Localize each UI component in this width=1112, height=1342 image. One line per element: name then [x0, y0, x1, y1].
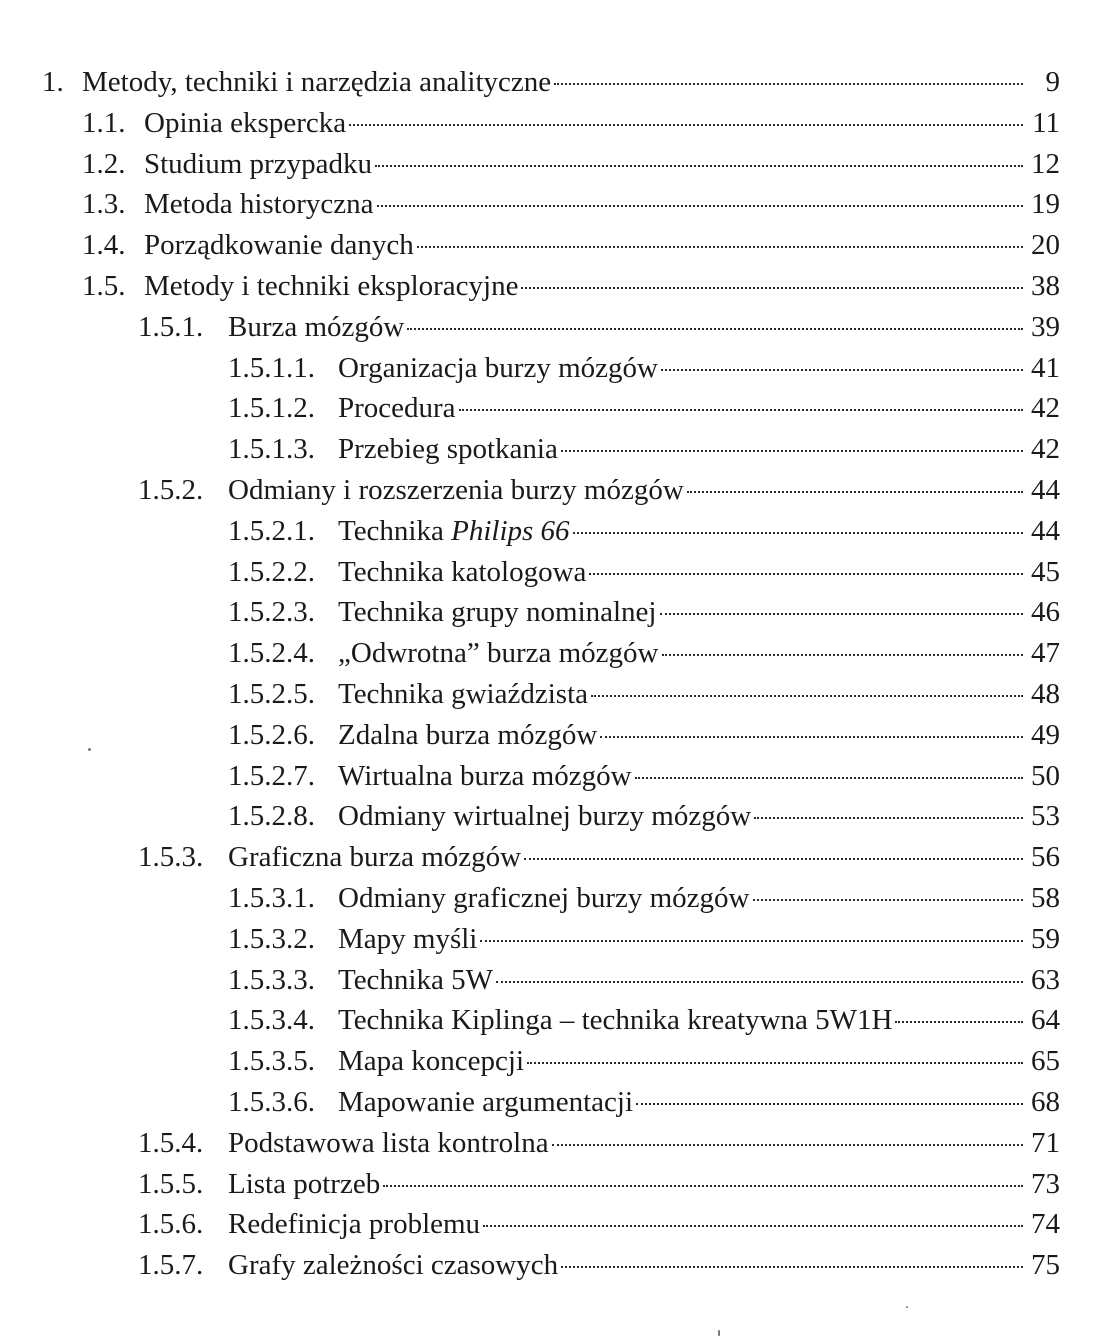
toc-entry-title-text: Technika katologowa — [338, 556, 587, 588]
toc-entry-title-text: Wirtualna burza mózgów — [338, 760, 632, 792]
toc-entry-line — [338, 960, 1060, 1000]
toc-entry-number: 1.5.3.6. — [228, 1086, 315, 1118]
toc-entry-line — [228, 470, 1060, 510]
dot-leader — [591, 695, 1023, 697]
toc-entry-number: 1.5.7. — [138, 1249, 204, 1281]
toc-entry-title — [144, 103, 346, 143]
toc-entry-number: 1.5.3. — [138, 841, 204, 873]
toc-entry — [0, 756, 1112, 797]
toc-entry-line — [228, 1204, 1060, 1244]
toc-entry-number: 1. — [42, 66, 64, 98]
toc-entry-page-number: 20 — [1031, 229, 1060, 261]
toc-entry-title-text: Zdalna burza mózgów — [338, 719, 598, 751]
toc-entry-page-number: 39 — [1031, 311, 1060, 343]
toc-entry-line — [338, 1082, 1060, 1122]
toc-entry-page-number: 53 — [1031, 800, 1060, 832]
dot-leader — [459, 409, 1023, 411]
toc-entry-number: 1.5.2.2. — [228, 556, 315, 588]
toc-entry-line — [338, 633, 1060, 673]
dot-leader — [573, 532, 1023, 534]
dot-leader — [661, 369, 1023, 371]
toc-entry-page-number: 44 — [1031, 515, 1060, 547]
toc-entry-title — [338, 756, 632, 796]
toc-entry-title-text: Technika — [338, 515, 452, 547]
toc-entry — [0, 960, 1112, 1001]
toc-entry-number: 1.1. — [82, 107, 126, 139]
toc-entry-line — [338, 1041, 1060, 1081]
toc-entry — [0, 552, 1112, 593]
toc-entry — [0, 1041, 1112, 1082]
toc-entry-page-number: 11 — [1032, 107, 1060, 139]
dot-leader — [895, 1021, 1023, 1023]
dot-leader — [383, 1185, 1023, 1187]
toc-entry-line — [82, 62, 1060, 102]
toc-entry-title — [228, 470, 684, 510]
toc-entry-title — [338, 1000, 892, 1040]
toc-entry-number: 1.5.2.7. — [228, 760, 315, 792]
toc-entry-title-text: Przebieg spotkania — [338, 433, 558, 465]
toc-entry-page-number: 75 — [1031, 1249, 1060, 1281]
toc-entry-title — [338, 919, 477, 959]
toc-entry-number: 1.5.6. — [138, 1208, 204, 1240]
dot-leader — [635, 777, 1023, 779]
dot-leader — [417, 246, 1023, 248]
toc-entry — [0, 1204, 1112, 1245]
toc-entry — [0, 62, 1112, 103]
dot-leader — [660, 613, 1024, 615]
toc-entry — [0, 715, 1112, 756]
toc-entry — [0, 348, 1112, 389]
toc-entry-title-text: Redefinicja problemu — [228, 1208, 481, 1240]
dot-leader — [589, 573, 1023, 575]
toc-entry-page-number: 49 — [1031, 719, 1060, 751]
dot-leader — [377, 205, 1023, 207]
toc-entry — [0, 144, 1112, 185]
toc-entry-page-number: 45 — [1031, 556, 1060, 588]
toc-entry-title-text: Studium przypadku — [144, 148, 372, 180]
toc-entry-title — [144, 266, 518, 306]
toc-entry-page-number: 9 — [1045, 66, 1060, 98]
toc-entry-page-number: 42 — [1031, 392, 1060, 424]
toc-entry-number: 1.5.3.5. — [228, 1045, 315, 1077]
toc-entry-page-number: 68 — [1031, 1086, 1060, 1118]
toc-entry-title-text: Mapowanie argumentacji — [338, 1086, 633, 1118]
toc-entry-title — [338, 1082, 633, 1122]
toc-entry-line — [338, 388, 1060, 428]
toc-entry — [0, 266, 1112, 307]
toc-entry-title — [338, 552, 586, 592]
dot-leader — [524, 858, 1023, 860]
toc-entry-number: 1.4. — [82, 229, 126, 261]
toc-entry-number: 1.5.1.1. — [228, 352, 315, 384]
toc-entry-title-text: Mapa koncepcji — [338, 1045, 525, 1077]
toc-entry-title-text: Mapy myśli — [338, 923, 478, 955]
toc-entry — [0, 511, 1112, 552]
toc-entry — [0, 1123, 1112, 1164]
toc-entry-title-text: Odmiany wirtualnej burzy mózgów — [338, 800, 752, 832]
dot-leader — [636, 1103, 1023, 1105]
toc-entry-number: 1.5.5. — [138, 1168, 204, 1200]
toc-entry-line — [338, 592, 1060, 632]
toc-entry-line — [144, 225, 1060, 265]
toc-entry-title — [338, 348, 658, 388]
toc-entry-page-number: 41 — [1031, 352, 1060, 384]
scan-speck — [906, 1306, 908, 1308]
toc-entry — [0, 184, 1112, 225]
toc-entry-number: 1.5.3.1. — [228, 882, 315, 914]
toc-entry-number: 1.5.2.5. — [228, 678, 315, 710]
toc-entry-title — [228, 1204, 480, 1244]
toc-entry-title-text: Graficzna burza mózgów — [228, 841, 522, 873]
toc-entry-title-text: Procedura — [338, 392, 456, 424]
toc-entry-number: 1.5. — [82, 270, 126, 302]
toc-entry-title-text: Opinia ekspercka — [144, 107, 347, 139]
toc-entry-title — [228, 1245, 558, 1285]
toc-entry — [0, 592, 1112, 633]
dot-leader — [349, 124, 1023, 126]
toc-entry-title-text: Burza mózgów — [228, 311, 405, 343]
dot-leader — [754, 817, 1023, 819]
toc-entry — [0, 919, 1112, 960]
toc-entry-title — [338, 592, 657, 632]
toc-entry-line — [338, 756, 1060, 796]
toc-entry — [0, 470, 1112, 511]
dot-leader — [662, 654, 1024, 656]
toc-entry-line — [338, 511, 1060, 551]
dot-leader — [554, 83, 1023, 85]
toc-entry-title — [228, 307, 404, 347]
toc-entry-line — [338, 878, 1060, 918]
toc-entry-line — [144, 144, 1060, 184]
toc-entry-title-text: Technika gwiaździsta — [338, 678, 588, 710]
toc-entry — [0, 633, 1112, 674]
dot-leader — [483, 1225, 1023, 1227]
toc-entry-number: 1.5.2.1. — [228, 515, 315, 547]
toc-entry-title — [338, 960, 493, 1000]
toc-entry-title — [144, 184, 374, 224]
toc-entry-page-number: 71 — [1031, 1127, 1060, 1159]
toc-entry-page-number: 12 — [1031, 148, 1060, 180]
toc-entry — [0, 429, 1112, 470]
toc-entry-page-number: 38 — [1031, 270, 1060, 302]
toc-entry — [0, 796, 1112, 837]
toc-entry-title-text: Odmiany i rozszerzenia burzy mózgów — [228, 474, 684, 506]
toc-entry-line — [338, 674, 1060, 714]
toc-entry-page-number: 56 — [1031, 841, 1060, 873]
toc-entry-title-text: „Odwrotna” burza mózgów — [338, 637, 659, 669]
dot-leader — [496, 981, 1023, 983]
toc-entry-page-number: 19 — [1031, 188, 1060, 220]
toc-entry-line — [338, 715, 1060, 755]
toc-entry-number: 1.5.3.2. — [228, 923, 315, 955]
dot-leader — [687, 491, 1023, 493]
toc-entry-title — [338, 633, 659, 673]
toc-entry-page-number: 59 — [1031, 923, 1060, 955]
toc-entry-page-number: 65 — [1031, 1045, 1060, 1077]
toc-entry-page-number: 63 — [1031, 964, 1060, 996]
dot-leader — [527, 1062, 1023, 1064]
toc-entry-page-number: 74 — [1031, 1208, 1060, 1240]
toc-entry-number: 1.5.1. — [138, 311, 204, 343]
toc-entry-title — [144, 144, 372, 184]
toc-entry-title — [228, 1123, 549, 1163]
toc-entry-number: 1.3. — [82, 188, 126, 220]
toc-entry-line — [338, 796, 1060, 836]
dot-leader — [561, 1266, 1023, 1268]
toc-entry — [0, 1082, 1112, 1123]
toc-entry-title — [228, 837, 521, 877]
toc-entry-title — [338, 715, 597, 755]
toc-entry-title — [338, 511, 570, 551]
toc-entry-title — [338, 878, 750, 918]
toc-entry-line — [144, 103, 1060, 143]
toc-entry-number: 1.5.2.4. — [228, 637, 315, 669]
toc-entry-title-text: Porządkowanie danych — [144, 229, 414, 261]
toc-entry-page-number: 46 — [1031, 596, 1060, 628]
toc-entry-number: 1.5.3.3. — [228, 964, 315, 996]
toc-entry — [0, 674, 1112, 715]
toc-entry-number: 1.5.2.3. — [228, 596, 315, 628]
toc-entry-line — [338, 429, 1060, 469]
toc-entry-line — [228, 837, 1060, 877]
toc-entry-page-number: 44 — [1031, 474, 1060, 506]
toc-entry-line — [338, 348, 1060, 388]
toc-entry-title — [338, 674, 588, 714]
toc-entry-page-number: 42 — [1031, 433, 1060, 465]
toc-entry-number: 1.5.2.6. — [228, 719, 315, 751]
toc-entry-line — [228, 1245, 1060, 1285]
toc-entry-title-text: Technika 5W — [338, 964, 493, 996]
toc-entry-title-italic: Philips 66 — [451, 515, 570, 547]
toc-entry-line — [228, 1123, 1060, 1163]
toc-entry-line — [228, 307, 1060, 347]
toc-entry-line — [338, 1000, 1060, 1040]
toc-entry-number: 1.2. — [82, 148, 126, 180]
toc-entry-title — [228, 1164, 380, 1204]
toc-entry-page-number: 48 — [1031, 678, 1060, 710]
toc-entry-title-text: Odmiany graficznej burzy mózgów — [338, 882, 750, 914]
toc-entry-title-text: Metody, techniki i narzędzia analityczne — [82, 66, 552, 98]
toc-entry-line — [338, 919, 1060, 959]
scan-speck — [718, 1330, 720, 1336]
scan-speck — [88, 748, 91, 751]
toc-entry — [0, 1245, 1112, 1286]
toc-entry-number: 1.5.3.4. — [228, 1004, 315, 1036]
toc-entry-number: 1.5.2. — [138, 474, 204, 506]
toc-entry-line — [144, 184, 1060, 224]
toc-entry-page-number: 47 — [1031, 637, 1060, 669]
toc-entry — [0, 1164, 1112, 1205]
dot-leader — [407, 328, 1023, 330]
toc-entry-title — [82, 62, 551, 102]
toc-entry-title-text: Organizacja burzy mózgów — [338, 352, 658, 384]
toc-entry-line — [338, 552, 1060, 592]
toc-entry-line — [144, 266, 1060, 306]
toc-entry-number: 1.5.4. — [138, 1127, 204, 1159]
toc-entry — [0, 388, 1112, 429]
dot-leader — [375, 165, 1023, 167]
toc-entry-title-text: Technika grupy nominalnej — [338, 596, 657, 628]
toc-entry-title-text: Grafy zależności czasowych — [228, 1249, 559, 1281]
toc-entry-title-text: Lista potrzeb — [228, 1168, 381, 1200]
toc-entry-title — [338, 1041, 524, 1081]
toc-entry-title — [338, 796, 751, 836]
toc-entry-page-number: 64 — [1031, 1004, 1060, 1036]
toc-entry — [0, 878, 1112, 919]
dot-leader — [600, 736, 1023, 738]
toc-entry-title — [144, 225, 414, 265]
toc-entry-number: 1.5.2.8. — [228, 800, 315, 832]
toc-entry — [0, 307, 1112, 348]
toc-entry — [0, 103, 1112, 144]
dot-leader — [753, 899, 1024, 901]
toc-entry — [0, 837, 1112, 878]
toc-entry-title-text: Metody i techniki eksploracyjne — [144, 270, 519, 302]
toc-entry-title-text: Metoda historyczna — [144, 188, 374, 220]
toc-entry — [0, 225, 1112, 266]
toc-entry-line — [228, 1164, 1060, 1204]
toc-entry-title — [338, 429, 558, 469]
dot-leader — [521, 287, 1023, 289]
toc-entry-number: 1.5.1.3. — [228, 433, 315, 465]
toc-entry-title — [338, 388, 456, 428]
toc-entry-page-number: 73 — [1031, 1168, 1060, 1200]
toc-entry-title-text: Podstawowa lista kontrolna — [228, 1127, 549, 1159]
dot-leader — [561, 450, 1023, 452]
toc-entry-page-number: 58 — [1031, 882, 1060, 914]
toc-entry-number: 1.5.1.2. — [228, 392, 315, 424]
toc-entry-page-number: 50 — [1031, 760, 1060, 792]
dot-leader — [480, 940, 1023, 942]
dot-leader — [552, 1144, 1023, 1146]
toc-entry-title-text: Technika Kiplinga – technika kreatywna 5W1H — [338, 1004, 893, 1036]
toc-entry — [0, 1000, 1112, 1041]
